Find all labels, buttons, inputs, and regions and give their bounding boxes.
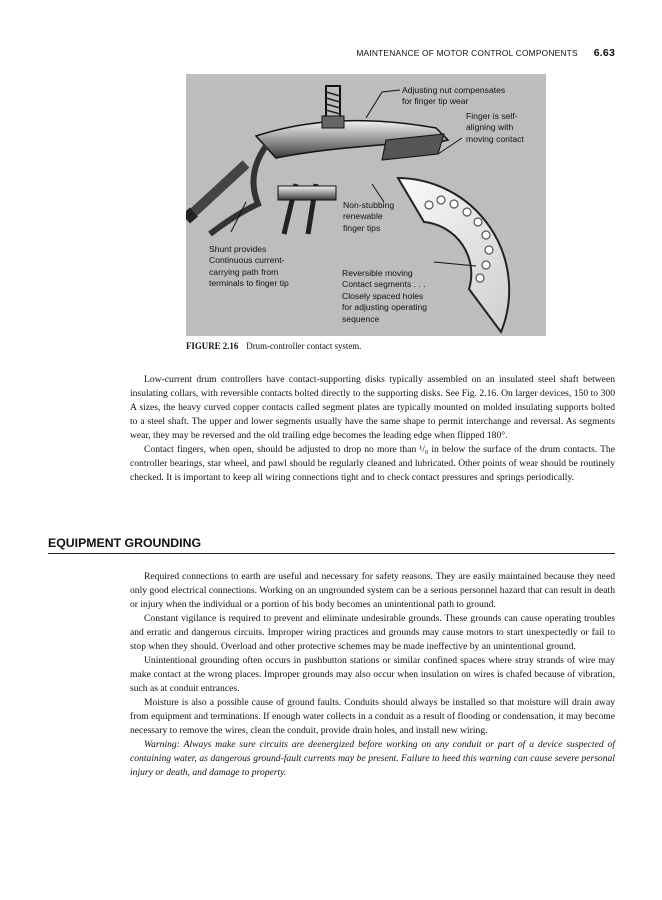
drum-controller-text (130, 373, 615, 485)
figure-caption-number: FIGURE 2.16 (186, 341, 239, 351)
label-adjusting-nut: Adjusting nut compensates for finger tip wear (402, 85, 506, 107)
paragraph: Required connections to earth are useful and necessary for safety reasons. They are easily maintained because they need only good electrical connections. Working on an ungrounded system can be a serious personnel hazard that can result in death or injury when the individual or a portion of his body becomes an unintentional path to ground. (130, 571, 615, 610)
label-shunt: Shunt provides Continuous current- carrying path from terminals to finger tip (209, 244, 289, 289)
running-header-title: MAINTENANCE OF MOTOR CONTROL COMPONENTS (356, 48, 578, 58)
paragraph: Constant vigilance is required to prevent and eliminate undesirable grounds. These grounds can cause operating troubles and erratic and dangerous circuits. Improper wiring practices and grounds may cause motors to start unexpectedly or fail to stop when they should. Overload and other protective schemes may be made ineffective by an unintentional ground. (130, 613, 615, 652)
paragraph: Unintentional grounding often occurs in pushbutton stations or similar confined spaces where stray strands of wire may make contact at the wrong places. Improper grounds may also occur when insulation on wires is chafed because of vibration, such as at conduit entrances. (130, 655, 615, 694)
support-bracket (186, 146, 336, 234)
figure-caption (186, 341, 361, 351)
warning-paragraph: Warning: Always make sure circuits are deenergized before working on any conduit or part of a device suspected of containing water, as dangerous ground-fault currents may be present. Failure to heed this warning can cause severe personal injury or death, and damage to property. (130, 739, 615, 778)
drum-controller-figure (186, 74, 546, 336)
paragraph: Contact fingers, when open, should be adjusted to drop no more than ¹/₈ in below the surface of the drum contacts. The controller bearings, star wheel, and pawl should be regularly cleaned and lubricated. Other points of wear should be routinely checked. It is important to keep all wiring connections tight and to check contact pressures and springs periodically. (130, 444, 615, 483)
figure-caption-text: Drum-controller contact system. (246, 341, 362, 351)
label-finger-self-aligning: Finger is self- aligning with moving contact (466, 111, 524, 144)
section-heading: EQUIPMENT GROUNDING (48, 536, 615, 554)
label-reversible-segments: Reversible moving Contact segments . . . Closely spaced holes for adjusting operating sequence (342, 268, 428, 324)
running-header (60, 47, 615, 59)
paragraph: Moisture is also a possible cause of ground faults. Conduits should always be installed so that moisture will drain away from equipment and terminations. If enough water collects in a conduit as a result of flooding or condensation, it may become necessary to remove the wires, clean the conduit, provide drain holes, and install new wiring. (130, 697, 615, 736)
page-number: 6.63 (593, 47, 615, 59)
label-non-stubbing-tips: Non-stubbing renewable finger tips (343, 200, 395, 233)
equipment-grounding-text (130, 570, 615, 780)
leader-lines (231, 90, 476, 266)
paragraph: Low-current drum controllers have contact-supporting disks typically assembled on an insulated steel shaft between insulating collars, with reversible contacts bolted directly to the supporting disks. See Fig. 2.16. On larger devices, 150 to 300 A sizes, the heavy curved copper contacts called segment plates are typically mounted on molded insulating supports bolted to a steel shaft. The upper and lower segments usually have the same shape to permit interchange and reversal. As segments wear, they may be reversed and the old trailing edge becomes the leading edge when flipped 180°. (130, 374, 615, 441)
